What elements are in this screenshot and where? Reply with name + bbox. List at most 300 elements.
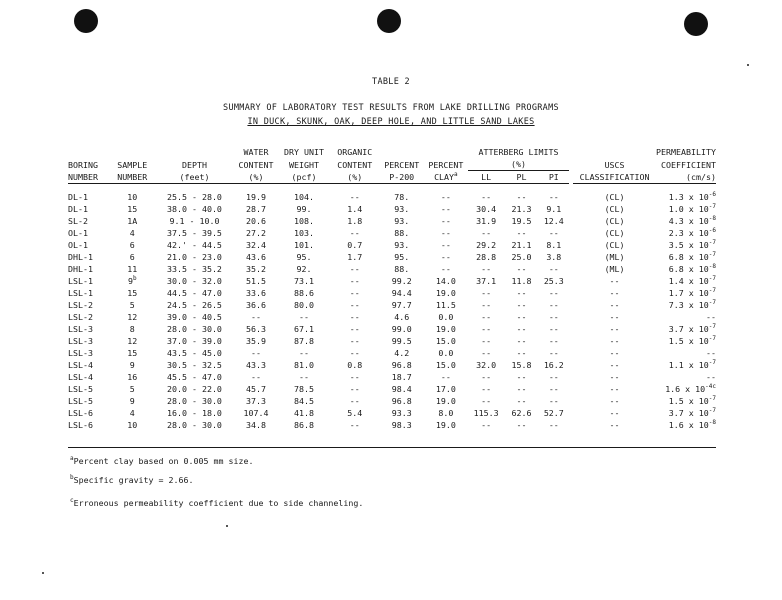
cell-pl: --: [516, 348, 527, 358]
cell-boring: DL-1: [68, 192, 88, 202]
cell-p200: 98.3: [391, 420, 412, 430]
header-perm-l3: (cm/s): [656, 171, 716, 184]
header-water-l3: (%): [233, 171, 278, 184]
table-subtitle-line1: SUMMARY OF LABORATORY TEST RESULTS FROM LAKE DRILLING PROGRAMS: [223, 103, 559, 113]
cell-pi: --: [548, 420, 559, 430]
table-row: [68, 227, 716, 239]
table-row: [68, 239, 716, 251]
cell-depth: 33.5 - 35.2: [166, 264, 222, 274]
header-sample-l2: SAMPLE: [117, 159, 148, 170]
header-depth-l3: (feet): [156, 171, 234, 184]
cell-depth: 38.0 - 40.0: [166, 204, 222, 214]
cell-clay: 19.0: [435, 324, 456, 334]
cell-ll: 115.3: [473, 408, 499, 418]
cell-pi: 52.7: [543, 408, 564, 418]
cell-permeability: [656, 323, 716, 335]
cell-sample: [109, 299, 156, 311]
table-row: [68, 311, 716, 323]
cell-depth: 30.0 - 32.0: [166, 276, 222, 286]
cell-uscs: (CL): [604, 216, 625, 226]
cell-sample: [109, 395, 156, 407]
cell-organic: 0.7: [347, 240, 363, 250]
cell-dry: --: [299, 312, 309, 322]
cell-pl: --: [516, 396, 527, 406]
cell-depth: 16.0 - 18.0: [166, 408, 222, 418]
cell-permeability-base: 1.4 x 10: [668, 276, 709, 286]
cell-p200: 96.8: [391, 360, 412, 370]
table-subtitle-line2: [0, 115, 782, 129]
cell-p200: 93.: [394, 240, 410, 250]
cell-clay: 15.0: [435, 360, 456, 370]
header-uscs-l1: [573, 146, 656, 158]
cell-boring: LSL-3: [68, 336, 93, 346]
cell-sample-text: 8: [129, 324, 135, 334]
table-row: [68, 335, 716, 347]
header-uscs-l3: CLASSIFICATION: [573, 171, 656, 184]
header-boring-l3: NUMBER: [68, 171, 109, 184]
cell-pl: --: [516, 372, 527, 382]
cell-permeability-exponent: -7: [708, 239, 716, 246]
header-pi: PI: [539, 171, 569, 184]
cell-permeability-base: 3.7 x 10: [668, 324, 709, 334]
cell-water: 27.2: [245, 228, 266, 238]
table-row: [68, 263, 716, 275]
cell-depth: 28.0 - 30.0: [166, 396, 222, 406]
cell-sample-text: 15: [127, 288, 138, 298]
cell-clay: --: [440, 204, 451, 214]
cell-permeability-base: 2.3 x 10: [668, 228, 709, 238]
header-perm-l2: COEFFICIENT: [661, 159, 716, 170]
cell-p200: 93.: [394, 204, 410, 214]
cell-dry: 67.1: [294, 324, 314, 334]
cell-permeability-base: 1.6 x 10: [665, 384, 706, 394]
cell-water: 37.3: [245, 396, 266, 406]
cell-ll: --: [481, 228, 492, 238]
footnote-c-mark: c: [70, 497, 74, 504]
footnote-a-mark: a: [70, 455, 74, 462]
table-row: [68, 407, 716, 419]
cell-water: 28.7: [245, 204, 266, 214]
binder-hole-right: [684, 12, 708, 36]
cell-boring: LSL-3: [68, 348, 93, 358]
cell-organic: --: [349, 192, 360, 202]
header-sample-l1: [109, 146, 156, 158]
cell-permeability-base: 1.0 x 10: [668, 204, 709, 214]
cell-dry: 80.0: [294, 300, 314, 310]
cell-sample-text: 5: [129, 384, 135, 394]
header-depth-l1: [156, 146, 234, 158]
cell-sample-text: 11: [127, 264, 138, 274]
cell-permeability-exponent: -6: [708, 227, 716, 234]
cell-clay: --: [440, 216, 451, 226]
cell-pi: --: [548, 264, 559, 274]
cell-permeability-base: 7.3 x 10: [668, 300, 709, 310]
footnote-b-mark: b: [70, 474, 74, 481]
cell-ll: 31.9: [476, 216, 497, 226]
cell-ll: 30.4: [476, 204, 497, 214]
cell-organic: --: [349, 288, 360, 298]
cell-permeability-base: 3.5 x 10: [668, 240, 709, 250]
scan-speck: [226, 525, 228, 527]
cell-ll: --: [481, 288, 492, 298]
cell-sample-text: 6: [129, 252, 135, 262]
cell-permeability-exponent: -7: [708, 203, 716, 210]
cell-depth: 25.5 - 28.0: [166, 192, 222, 202]
cell-clay: 8.0: [438, 408, 454, 418]
cell-permeability-exponent: -8: [708, 215, 716, 222]
cell-depth: 28.0 - 30.0: [166, 420, 222, 430]
cell-clay: --: [440, 264, 451, 274]
cell-boring: LSL-5: [68, 396, 93, 406]
cell-organic: --: [349, 324, 360, 334]
cell-pl: --: [516, 324, 527, 334]
cell-ll: --: [481, 384, 492, 394]
cell-dry: 73.1: [294, 276, 314, 286]
cell-pi: 8.1: [546, 240, 562, 250]
cell-permeability-base: 4.3 x 10: [668, 216, 709, 226]
cell-water: 51.5: [245, 276, 266, 286]
cell-dry: 81.0: [294, 360, 314, 370]
footnote-b: [70, 475, 194, 485]
cell-permeability-exponent: -7: [708, 287, 716, 294]
header-sample-l3: NUMBER: [109, 171, 156, 184]
cell-sample: [109, 275, 156, 287]
cell-dry: 78.5: [294, 384, 314, 394]
cell-permeability: [656, 203, 716, 215]
cell-clay: --: [440, 372, 451, 382]
cell-water: 20.6: [245, 216, 266, 226]
cell-clay: 0.0: [438, 312, 454, 322]
cell-sample: [109, 203, 156, 215]
cell-pi: --: [548, 372, 559, 382]
cell-permeability: [656, 407, 716, 419]
cell-water: 36.6: [245, 300, 266, 310]
cell-permeability-base: 1.1 x 10: [668, 360, 709, 370]
header-ll: LL: [468, 171, 503, 184]
cell-clay: 19.0: [435, 396, 456, 406]
cell-organic: --: [349, 300, 360, 310]
cell-uscs: --: [609, 396, 620, 406]
cell-clay: 0.0: [438, 348, 454, 358]
cell-pl: --: [516, 420, 527, 430]
header-atterberg: ATTERBERG LIMITS: [478, 147, 559, 157]
footnote-a: [70, 456, 253, 466]
header-dry-l2: WEIGHT: [289, 159, 319, 170]
cell-depth: 42.' - 44.5: [166, 240, 222, 250]
table-row: [68, 419, 716, 431]
table-body: [68, 184, 716, 432]
cell-p200: 98.4: [391, 384, 412, 394]
cell-sample-text: 16: [127, 372, 138, 382]
cell-clay: 17.0: [435, 384, 456, 394]
cell-permeability: [656, 335, 716, 347]
table-header: [68, 146, 716, 184]
cell-pi: 12.4: [543, 216, 564, 226]
cell-permeability: [656, 275, 716, 287]
cell-boring: LSL-6: [68, 408, 93, 418]
cell-sample: [109, 419, 156, 431]
cell-sample: [109, 311, 156, 323]
cell-pi: 3.8: [546, 252, 562, 262]
cell-sample-text: 15: [127, 204, 138, 214]
cell-permeability: [656, 215, 716, 227]
cell-pl: 25.0: [511, 252, 532, 262]
cell-water: 56.3: [245, 324, 266, 334]
cell-permeability-exponent: -7: [708, 395, 716, 402]
cell-permeability: [656, 239, 716, 251]
cell-permeability-exponent: -6: [708, 191, 716, 198]
cell-sample: [109, 215, 156, 227]
header-p200-l3: P-200: [380, 171, 423, 184]
footnote-b-text: Specific gravity = 2.66.: [73, 475, 194, 485]
cell-depth: 44.5 - 47.0: [166, 288, 222, 298]
cell-sample-text: 10: [127, 192, 138, 202]
cell-water: 33.6: [245, 288, 266, 298]
cell-sample: [109, 239, 156, 251]
header-perm-l1: PERMEABILITY: [656, 147, 716, 157]
table-subtitle-line2-text: IN DUCK, SKUNK, OAK, DEEP HOLE, AND LITTLE SAND LAKES: [247, 117, 535, 127]
cell-ll: 37.1: [476, 276, 497, 286]
cell-pi: 25.3: [543, 276, 564, 286]
cell-pi: --: [548, 312, 559, 322]
cell-depth: 24.5 - 26.5: [166, 300, 222, 310]
cell-sample: [109, 263, 156, 275]
cell-clay: --: [440, 192, 451, 202]
cell-sample: [109, 251, 156, 263]
cell-dry: --: [299, 348, 309, 358]
cell-boring: LSL-3: [68, 324, 93, 334]
cell-permeability-exponent: -7: [708, 323, 716, 330]
cell-p200: 93.: [394, 216, 410, 226]
cell-organic: --: [349, 228, 360, 238]
cell-pl: --: [516, 288, 527, 298]
cell-permeability-base: 1.5 x 10: [668, 396, 709, 406]
cell-pl: 62.6: [511, 408, 532, 418]
cell-water: --: [250, 348, 261, 358]
cell-water: 34.8: [245, 420, 266, 430]
cell-permeability: [656, 263, 716, 275]
footnote-c-text: Erroneous permeability coefficient due to side channeling.: [73, 498, 364, 508]
cell-sample-text: 10: [127, 420, 138, 430]
cell-sample: [109, 287, 156, 299]
cell-uscs: --: [609, 312, 620, 322]
cell-organic: 1.4: [347, 204, 363, 214]
cell-uscs: --: [609, 276, 620, 286]
cell-permeability-base: 6.8 x 10: [668, 252, 709, 262]
cell-p200: 88.: [394, 264, 410, 274]
cell-permeability: [656, 359, 716, 371]
cell-sample: [109, 359, 156, 371]
cell-p200: 96.8: [391, 396, 412, 406]
cell-clay: 15.0: [435, 336, 456, 346]
header-dry-l1: DRY UNIT: [284, 147, 324, 157]
cell-p200: 18.7: [391, 372, 412, 382]
cell-water: 43.3: [245, 360, 266, 370]
cell-organic: 1.8: [347, 216, 363, 226]
cell-permeability: [656, 395, 716, 407]
cell-p200: 97.7: [391, 300, 412, 310]
cell-p200: 95.: [394, 252, 410, 262]
cell-p200: 4.6: [394, 312, 410, 322]
cell-dry: 41.8: [294, 408, 314, 418]
cell-sample-text: 5: [129, 300, 135, 310]
cell-sample-text: 6: [129, 240, 135, 250]
cell-sample: [109, 335, 156, 347]
cell-pl: --: [516, 228, 527, 238]
cell-permeability-exponent: -8: [708, 419, 716, 426]
footnote-a-marker: a: [454, 171, 458, 178]
table-row: [68, 323, 716, 335]
header-water-l2: CONTENT: [238, 159, 274, 170]
cell-dry: 103.: [294, 228, 314, 238]
cell-sample: [109, 407, 156, 419]
cell-organic: 5.4: [347, 408, 363, 418]
cell-p200: 93.3: [391, 408, 412, 418]
cell-ll: 29.2: [476, 240, 497, 250]
table-bottom-rule: [68, 447, 716, 448]
header-organic-l3: (%): [330, 171, 381, 184]
cell-permeability-exponent: -7: [708, 335, 716, 342]
cell-p200: 99.5: [391, 336, 412, 346]
cell-permeability-base: --: [706, 312, 716, 322]
cell-depth: 37.5 - 39.5: [166, 228, 222, 238]
cell-ll: --: [481, 396, 492, 406]
cell-uscs: --: [609, 288, 620, 298]
cell-clay: 19.0: [435, 420, 456, 430]
cell-permeability: [656, 311, 716, 323]
cell-pi: 16.2: [543, 360, 564, 370]
table-row: [68, 371, 716, 383]
cell-ll: --: [481, 336, 492, 346]
cell-sample: [109, 227, 156, 239]
table-row: [68, 395, 716, 407]
cell-sample-text: 9: [129, 360, 135, 370]
cell-permeability: [656, 419, 716, 431]
cell-ll: --: [481, 312, 492, 322]
cell-permeability-exponent: -7: [708, 275, 716, 282]
table-row: [68, 287, 716, 299]
binder-hole-center: [377, 9, 401, 33]
cell-permeability-base: 6.8 x 10: [668, 264, 709, 274]
cell-permeability-base: 3.7 x 10: [668, 408, 709, 418]
cell-organic: --: [349, 312, 360, 322]
cell-water: 107.4: [243, 408, 269, 418]
cell-uscs: --: [609, 324, 620, 334]
table-row: [68, 251, 716, 263]
cell-uscs: --: [609, 360, 620, 370]
table-row: [68, 184, 716, 204]
cell-pi: --: [548, 348, 559, 358]
cell-ll: --: [481, 300, 492, 310]
header-atterberg-unit: (%): [468, 158, 568, 171]
cell-ll: 28.8: [476, 252, 497, 262]
header-p200-l2: PERCENT: [384, 159, 420, 170]
lab-results-table: [68, 146, 716, 431]
cell-dry: 87.8: [294, 336, 314, 346]
cell-permeability-exponent: -7: [708, 407, 716, 414]
cell-uscs: --: [609, 348, 620, 358]
cell-uscs: --: [609, 300, 620, 310]
cell-ll: --: [481, 348, 492, 358]
cell-uscs: --: [609, 336, 620, 346]
cell-pl: 21.3: [511, 204, 532, 214]
cell-water: 35.9: [245, 336, 266, 346]
cell-uscs: --: [609, 408, 620, 418]
cell-organic: --: [349, 384, 360, 394]
cell-clay: 19.0: [435, 288, 456, 298]
cell-organic: 1.7: [347, 252, 363, 262]
cell-pi: --: [548, 396, 559, 406]
header-organic-l1: ORGANIC: [337, 147, 373, 157]
cell-organic: --: [349, 264, 360, 274]
table-row: [68, 215, 716, 227]
cell-pi: --: [548, 228, 559, 238]
cell-boring: OL-1: [68, 228, 88, 238]
cell-sample-text: 12: [127, 336, 138, 346]
cell-sample-text: 4: [129, 408, 135, 418]
cell-water: 35.2: [245, 264, 266, 274]
cell-dry: 84.5: [294, 396, 314, 406]
cell-boring: OL-1: [68, 240, 88, 250]
binder-hole-left: [74, 9, 98, 33]
cell-dry: 104.: [294, 192, 314, 202]
cell-organic: --: [349, 348, 360, 358]
cell-boring: LSL-4: [68, 360, 93, 370]
cell-sample: [109, 184, 156, 204]
header-depth-l2: DEPTH: [181, 159, 207, 170]
table-row: [68, 203, 716, 215]
cell-uscs: --: [609, 384, 620, 394]
cell-sample: [109, 347, 156, 359]
cell-water: --: [250, 312, 261, 322]
cell-sample: [109, 371, 156, 383]
cell-pi: --: [548, 288, 559, 298]
cell-permeability: [656, 347, 716, 359]
cell-permeability: [656, 227, 716, 239]
cell-dry: 108.: [294, 216, 314, 226]
cell-depth: 39.0 - 40.5: [166, 312, 222, 322]
cell-uscs: --: [609, 420, 620, 430]
cell-depth: 45.5 - 47.0: [166, 372, 222, 382]
cell-organic: --: [349, 336, 360, 346]
cell-depth: 37.0 - 39.0: [166, 336, 222, 346]
cell-permeability: [656, 287, 716, 299]
cell-permeability-base: 1.5 x 10: [668, 336, 709, 346]
cell-clay: --: [440, 228, 451, 238]
cell-permeability: [656, 371, 716, 383]
cell-organic: 0.8: [347, 360, 363, 370]
cell-organic: --: [349, 372, 360, 382]
cell-water: 45.7: [245, 384, 266, 394]
cell-p200: 4.2: [394, 348, 410, 358]
cell-boring: LSL-2: [68, 300, 93, 310]
cell-p200: 99.0: [391, 324, 412, 334]
cell-depth: 28.0 - 30.0: [166, 324, 222, 334]
cell-water: --: [250, 372, 261, 382]
cell-clay: --: [440, 240, 451, 250]
header-clay-text: CLAY: [434, 172, 455, 182]
cell-permeability-base: --: [706, 348, 716, 358]
cell-boring: DL-1: [68, 204, 88, 214]
cell-clay: 14.0: [435, 276, 456, 286]
cell-uscs: (CL): [604, 240, 625, 250]
cell-dry: 99.: [296, 204, 312, 214]
cell-sample-text: 9: [127, 276, 133, 286]
cell-uscs: --: [609, 372, 620, 382]
header-p200-l1: [380, 146, 423, 158]
cell-dry: 88.6: [294, 288, 314, 298]
cell-boring: SL-2: [68, 216, 88, 226]
